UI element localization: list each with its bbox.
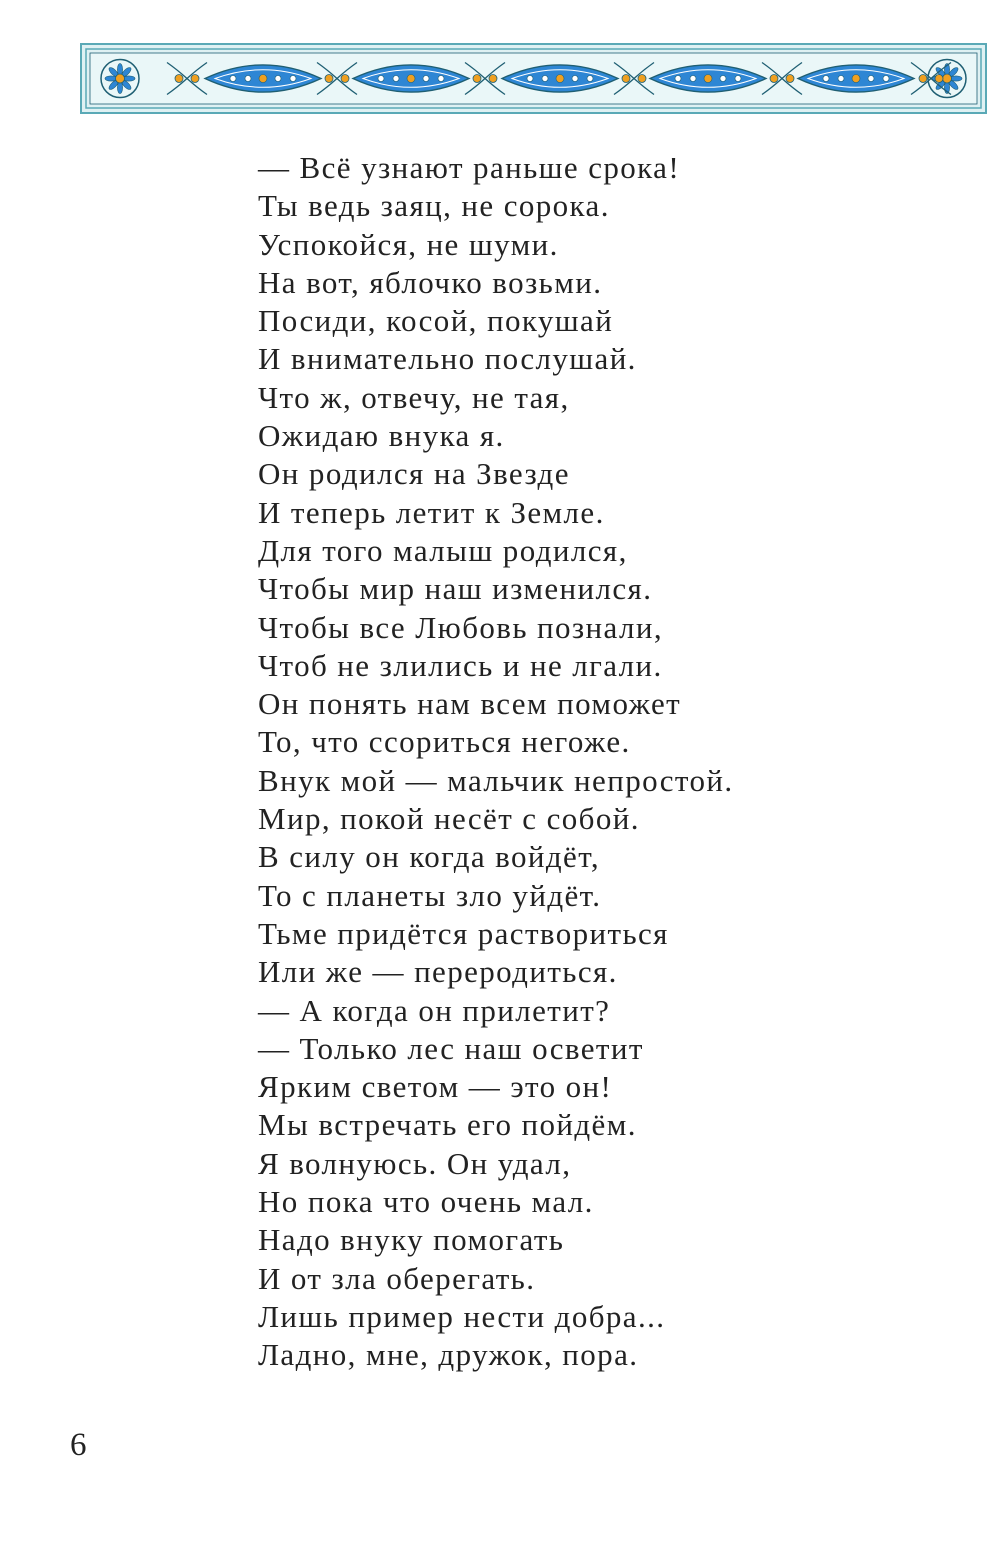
lens-dot-icon <box>838 76 844 82</box>
poem-line: Но пока что очень мал. <box>258 1184 594 1220</box>
knot-dot-icon <box>770 75 778 83</box>
poem-line: То, что ссориться негоже. <box>258 724 631 760</box>
lens-dot-icon <box>868 76 874 82</box>
knot-dot-icon <box>325 75 333 83</box>
knot-dot-icon <box>622 75 630 83</box>
poem-line: Чтобы все Любовь познали, <box>258 609 663 645</box>
knot-dot-icon <box>191 75 199 83</box>
decorative-border-ornament <box>80 43 987 114</box>
lens-dot-icon <box>542 76 548 82</box>
lens-dot-icon <box>704 75 712 83</box>
lens-dot-icon <box>556 75 564 83</box>
lens-dot-icon <box>230 76 236 82</box>
poem-line: Посиди, косой, покушай <box>258 303 614 339</box>
lens-dot-icon <box>675 76 681 82</box>
poem-line: Чтоб не злились и не лгали. <box>258 647 663 683</box>
lens-dot-icon <box>290 76 296 82</box>
rosette-center-icon <box>116 74 125 83</box>
lens-dot-icon <box>407 75 415 83</box>
lens-dot-icon <box>259 75 267 83</box>
poem-line: И от зла оберегать. <box>258 1260 536 1296</box>
knot-dot-icon <box>638 75 646 83</box>
knot-dot-icon <box>489 75 497 83</box>
poem-line: На вот, яблочко возьми. <box>258 264 603 300</box>
poem-line: Мир, покой несёт с собой. <box>258 801 640 837</box>
lens-dot-icon <box>275 76 281 82</box>
poem-line: Ладно, мне, дружок, пора. <box>258 1337 639 1373</box>
poem-line: Что ж, отвечу, не тая, <box>258 379 570 415</box>
poem-line: Лишь пример нести добра... <box>258 1298 666 1334</box>
lens-dot-icon <box>438 76 444 82</box>
poem-line: — А когда он прилетит? <box>258 992 611 1028</box>
lens-dot-icon <box>393 76 399 82</box>
poem-line: И внимательно послушай. <box>258 341 637 377</box>
lens-dot-icon <box>823 76 829 82</box>
poem-text <box>258 149 978 1375</box>
poem-line: Он родился на Звезде <box>258 456 570 492</box>
poem-line: — Только лес наш осветит <box>258 1030 644 1066</box>
knot-dot-icon <box>341 75 349 83</box>
poem-line: Мы встречать его пойдём. <box>258 1107 637 1143</box>
rosette-center-icon <box>943 74 952 83</box>
lens-dot-icon <box>883 76 889 82</box>
poem-line: — Всё узнают раньше срока! <box>258 150 681 185</box>
lens-dot-icon <box>245 76 251 82</box>
poem-line: То с планеты зло уйдёт. <box>258 877 602 913</box>
poem-line: И теперь летит к Земле. <box>258 494 605 530</box>
lens-dot-icon <box>423 76 429 82</box>
poem-line: Для того малыш родился, <box>258 532 628 568</box>
lens-dot-icon <box>378 76 384 82</box>
poem-line: Внук мой — мальчик непростой. <box>258 762 734 798</box>
poem-line: Надо внуку помогать <box>258 1222 565 1258</box>
poem-line: В силу он когда войдёт, <box>258 839 600 875</box>
poem-line: Или же — переродиться. <box>258 954 618 990</box>
lens-dot-icon <box>527 76 533 82</box>
knot-dot-icon <box>935 75 943 83</box>
knot-dot-icon <box>175 75 183 83</box>
lens-dot-icon <box>690 76 696 82</box>
poem-line: Чтобы мир наш изменился. <box>258 571 653 607</box>
lens-dot-icon <box>720 76 726 82</box>
poem-line: Он понять нам всем поможет <box>258 686 682 722</box>
page-number: 6 <box>70 1427 87 1463</box>
poem-line: Тьме придётся раствориться <box>258 915 669 951</box>
poem-line: Ты ведь заяц, не сорока. <box>258 188 610 224</box>
poem-line: Успокойся, не шуми. <box>258 226 559 262</box>
knot-dot-icon <box>786 75 794 83</box>
lens-dot-icon <box>572 76 578 82</box>
lens-dot-icon <box>735 76 741 82</box>
knot-dot-icon <box>473 75 481 83</box>
ornament-svg <box>80 43 987 114</box>
lens-dot-icon <box>587 76 593 82</box>
poem-line: Я волнуюсь. Он удал, <box>258 1145 572 1181</box>
poem-line: Ярким светом — это он! <box>258 1069 613 1105</box>
lens-dot-icon <box>852 75 860 83</box>
poem-line: Ожидаю внука я. <box>258 418 505 454</box>
knot-dot-icon <box>919 75 927 83</box>
